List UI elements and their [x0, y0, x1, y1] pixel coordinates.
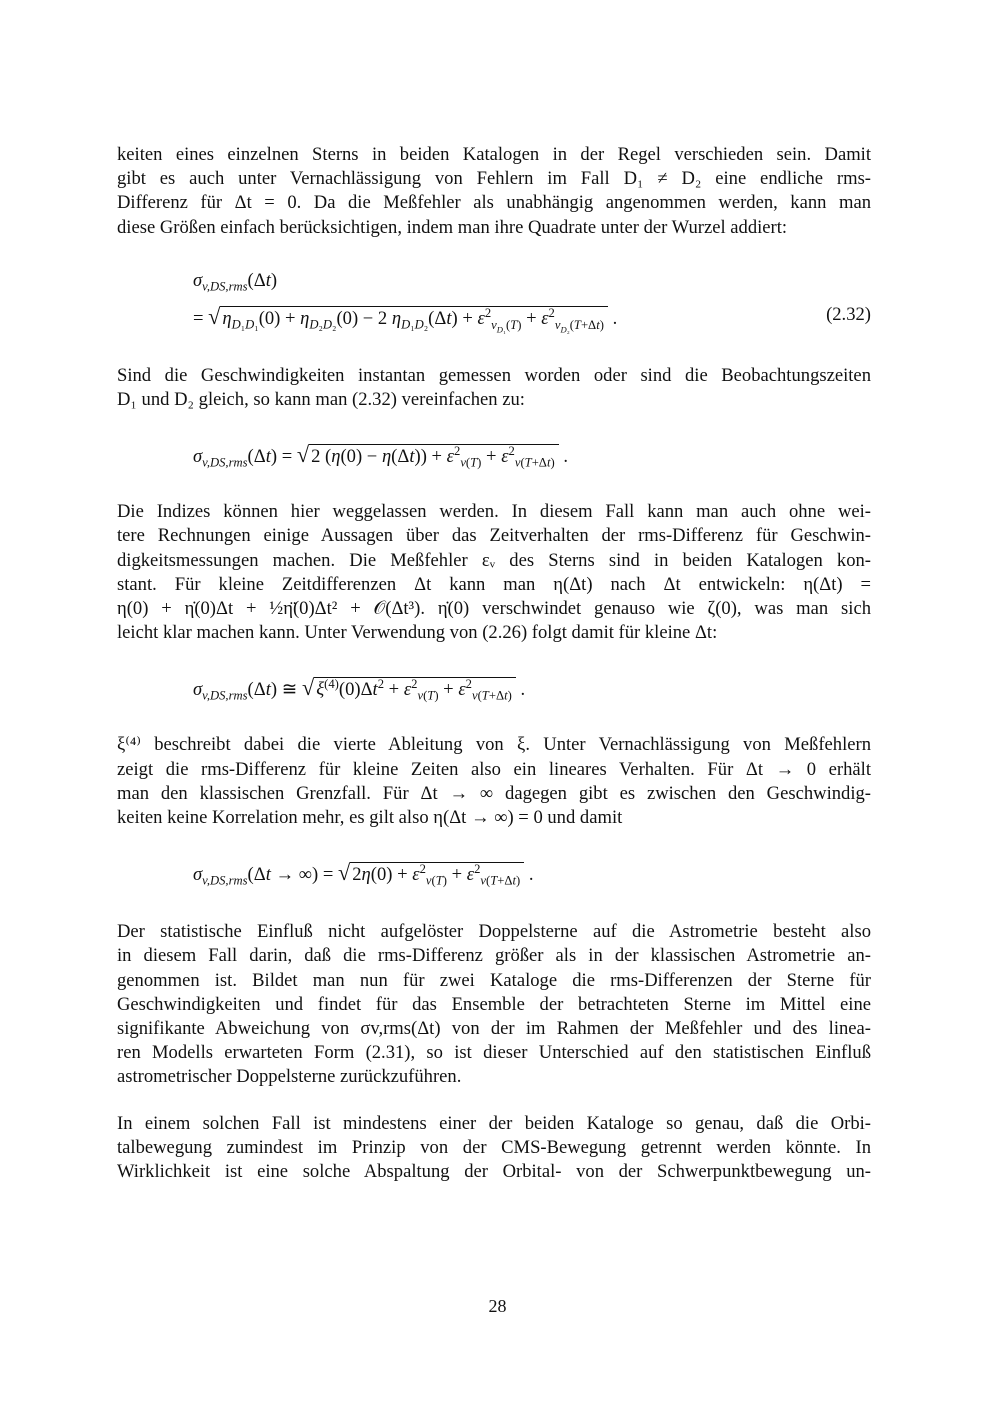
paragraph-1 — [117, 143, 871, 240]
text-line: η(0) + η̇(0)Δt + ½η̈(0)Δt² + 𝒪(Δt³). η̇(0) verschwindet genauso wie ζ(0), was man sich — [117, 598, 871, 620]
equation-small-dt: $\sigma_{v,DS,rms}(\Delta t)$ ≅ √ $\xi^{(4)}(0)\Delta t^2 + \varepsilon^2_{v(T)} + \varepsilon^2_{v(T+\Delta t)}$ . — [193, 675, 526, 704]
text-line: talbewegung zumindest im Prinzip von der CMS-Bewegung getrennt werden könnte. In — [117, 1136, 871, 1158]
text-line: gibt es auch unter Vernachlässigung von Fehlern im Fall D₁ ≠ D₂ eine endliche rms- — [117, 168, 871, 190]
paragraph-3 — [117, 500, 871, 645]
equation-simplified: $\sigma_{v,DS,rms}(\Delta t)$ = √ 2 $(\eta(0) - \eta(\Delta t)) + \varepsilon^2_{v(T)} + \varepsilon^2_{v(T+\Delta t)}$ . — [193, 442, 568, 470]
text-line: diese Größen einfach berücksichtigen, indem man ihre Quadrate unter der Wurzel addiert: — [117, 216, 788, 238]
text-line: in diesem Fall darin, daß die rms-Differenz größer als in der klassischen Astrometrie an- — [117, 945, 871, 967]
text-line: digkeitsmessungen machen. Die Meßfehler εᵥ des Sterns sind in beiden Katalogen kon- — [117, 549, 871, 571]
paragraph-4 — [117, 733, 871, 830]
text-line: D₁ und D₂ gleich, so kann man (2.32) vereinfachen zu: — [117, 389, 525, 411]
text-line: Sind die Geschwindigkeiten instantan gemessen worden oder sind die Beobachtungszeiten — [117, 364, 871, 386]
page-body — [117, 143, 871, 1184]
text-line: astrometrischer Doppelsterne zurückzuführen. — [117, 1066, 462, 1088]
text-line: zeigt die rms-Differenz für kleine Zeiten also ein lineares Verhalten. Für Δt → 0 erhält — [117, 758, 871, 780]
equation-large-dt: $\sigma_{v,DS,rms}(\Delta t$ → ∞) = √ $2\eta(0) + \varepsilon^2_{v(T)} + \varepsilon^2_{v(T+\Delta t)}$ . — [193, 860, 534, 888]
text-line: man den klassischen Grenzfall. Für Δt → ∞ dagegen gibt es zwischen den Geschwindig- — [117, 782, 871, 804]
paragraph-6 — [117, 1112, 871, 1185]
text-line: Wirklichkeit ist eine solche Abspaltung der Orbital- von der Schwerpunktbewegung un- — [117, 1161, 871, 1183]
paragraph-5 — [117, 920, 871, 1089]
text-line: keiten eines einzelnen Sterns in beiden Katalogen in der Regel verschieden sein. Damit — [117, 144, 871, 165]
equation-number: (2.32) — [826, 303, 871, 325]
text-line: keiten keine Korrelation mehr, es gilt also η(Δt → ∞) = 0 und damit — [117, 807, 623, 829]
paragraph-2 — [117, 364, 871, 412]
text-line: Geschwindigkeiten und findet für das Ensemble der betrachteten Sterne im Mittel eine — [117, 993, 871, 1015]
text-line: stant. Für kleine Zeitdifferenzen Δt kann man η(Δt) nach Δt entwickeln: η(Δt) = — [117, 573, 871, 595]
text-line: Der statistische Einfluß nicht aufgelöster Doppelsterne auf die Astrometrie besteht also — [117, 921, 871, 943]
text-line: ren Modells erwarteten Form (2.31), so ist dieser Unterschied auf den statistischen Einfluß — [117, 1042, 871, 1064]
text-line: Differenz für Δt = 0. Da die Meßfehler als unabhängig angenommen werden, kann man — [117, 192, 871, 214]
page-number: 28 — [488, 1296, 507, 1316]
text-line: signifikante Abweichung von σv,rms(Δt) von der im Rahmen der Meßfehler und des linea- — [117, 1018, 871, 1040]
text-line: leicht klar machen kann. Unter Verwendung von (2.26) folgt damit für kleine Δt: — [117, 622, 718, 644]
text-line: ξ⁽⁴⁾ beschreibt dabei die vierte Ableitung von ξ. Unter Vernachlässigung von Meßfehlern — [117, 734, 871, 756]
equation-2-32: = √ $\eta_{D_1D_1}(0) + \eta_{D_2D_2}(0) - 2$ $\eta_{D_1D_2}(\Delta t) + \varepsilon^2_{v_{D_1}(T)} + \varepsilon^2_{v_{D_2}(T+\Delta t)}$ . (2.32) — [193, 303, 871, 335]
text-line: tere Rechnungen einige Aussagen über das Zeitverhalten der rms-Differenz für Geschwin- — [117, 525, 871, 547]
text-line: genommen ist. Bildet man nun für zwei Kataloge die rms-Differenzen der Sterne für — [117, 969, 871, 991]
text-line: In einem solchen Fall ist mindestens einer der beiden Kataloge so genau, daß die Orbi- — [117, 1112, 871, 1134]
text-line: Die Indizes können hier weggelassen werden. In diesem Fall kann man auch ohne wei- — [117, 501, 871, 523]
equation-2-32-lhs: $\sigma_{v,DS,rms}(\Delta t)$ — [193, 269, 278, 294]
